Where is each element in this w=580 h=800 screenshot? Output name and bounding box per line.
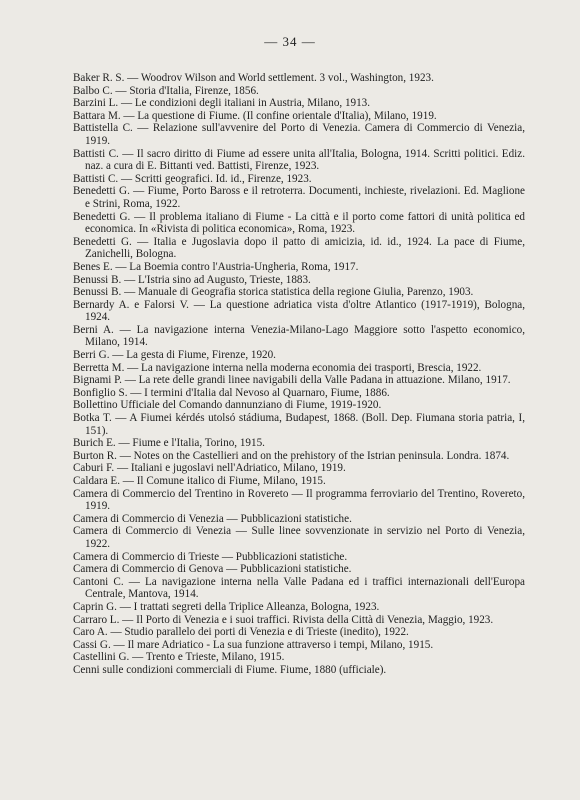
- bibliography-entry: Cantoni C. — La navigazione interna nella Valle Padana ed i traffici internazionali dell'Europa Centrale, Mantova, 1914.: [73, 575, 525, 601]
- bibliography-entry: Benes E. — La Boemia contro l'Austria-Ungheria, Roma, 1917.: [73, 260, 359, 273]
- bibliography-entry: Camera di Commercio del Trentino in Rovereto — Il programma ferroviario del Trentino, Rovereto, 1919.: [73, 487, 525, 513]
- bibliography-list: [73, 72, 525, 677]
- bibliography-entry: Battara M. — La questione di Fiume. (Il confine orientale d'Italia), Milano, 1919.: [73, 109, 437, 122]
- bibliography-entry: Carraro L. — Il Porto di Venezia e i suoi traffici. Rivista della Città di Venezia, Maggio, 1923.: [73, 613, 494, 626]
- bibliography-entry: Caprin G. — I trattati segreti della Triplice Alleanza, Bologna, 1923.: [73, 600, 380, 613]
- bibliography-entry: Botka T. — A Fiumei kérdés utolsó stádiuma, Budapest, 1868. (Boll. Dep. Fiumana storia patria, I, 151).: [73, 412, 525, 437]
- bibliography-entry: Battistella C. — Relazione sull'avvenire del Porto di Venezia. Camera di Commercio di Venezia, 1919.: [73, 122, 525, 147]
- bibliography-entry: Castellini G. — Trento e Trieste, Milano, 1915.: [73, 651, 285, 664]
- bibliography-entry: Cenni sulle condizioni commerciali di Fiume. Fiume, 1880 (ufficiale).: [73, 663, 387, 676]
- bibliography-entry: Berri G. — La gesta di Fiume, Firenze, 1920.: [73, 349, 276, 362]
- bibliography-entry: Balbo C. — Storia d'Italia, Firenze, 1856.: [73, 84, 259, 97]
- bibliography-entry: Benedetti G. — Il problema italiano di Fiume - La città e il porto come fattori di unità politica ed economica. In «Rivista di politica economica», Roma, 1923.: [73, 210, 525, 236]
- bibliography-entry: Caro A. — Studio parallelo dei porti di Venezia e di Trieste (inedito), 1922.: [73, 626, 409, 639]
- bibliography-entry: Camera di Commercio di Venezia — Sulle linee sovvenzionate in servizio nel Porto di Venezia, 1922.: [73, 525, 525, 550]
- bibliography-entry: Benussi B. — Manuale di Geografia storica statistica della regione Giulia, Parenzo, 1903.: [73, 286, 474, 299]
- bibliography-entry: Benedetti G. — Italia e Jugoslavia dopo il patto di amicizia, id. id., 1924. La pace di Fiume, Zanichelli, Bologna.: [73, 235, 525, 261]
- bibliography-entry: Berni A. — La navigazione interna Venezia-Milano-Lago Maggiore sotto l'aspetto economico, Milano, 1914.: [73, 323, 525, 349]
- bibliography-entry: Camera di Commercio di Genova — Pubblicazioni statistiche.: [73, 563, 352, 576]
- bibliography-entry: Burton R. — Notes on the Castellieri and on the prehistory of the Istrian peninsula. Londra. 1874.: [73, 449, 510, 462]
- bibliography-entry: Caldara E. — Il Comune italico di Fiume, Milano, 1915.: [73, 475, 326, 487]
- bibliography-entry: Benedetti G. — Fiume, Porto Baross e il retroterra. Documenti, inchieste, rivelazioni. Ed. Maglione e Strini, Roma, 1922.: [73, 185, 525, 210]
- page-number: — 34 —: [264, 34, 316, 49]
- bibliography-entry: Camera di Commercio di Trieste — Pubblicazioni statistiche.: [73, 550, 348, 563]
- bibliography-entry: Bonfiglio S. — I termini d'Italia dal Nevoso al Quarnaro, Fiume, 1886.: [73, 386, 390, 399]
- bibliography-entry: Bernardy A. e Falorsi V. — La questione adriatica vista d'oltre Atlantico (1917-1919), Bologna, 1924.: [73, 298, 525, 324]
- bibliography-entry: Bollettino Ufficiale del Comando dannunziano di Fiume, 1919-1920.: [73, 399, 382, 412]
- bibliography-entry: Benussi B. — L'Istria sino ad Augusto, Trieste, 1883.: [73, 273, 311, 286]
- bibliography-entry: Berretta M. — La navigazione interna nella moderna economia dei trasporti, Brescia, 1922.: [73, 361, 482, 374]
- bibliography-entry: Camera di Commercio di Venezia — Pubblicazioni statistiche.: [73, 512, 352, 525]
- bibliography-entry: Battisti C. — Il sacro diritto di Fiume ad essere unita all'Italia, Bologna, 1914. Scritti politici. Ediz. naz. a cura di E. Bittanti ved. Battisti, Firenze, 1923.: [73, 147, 525, 173]
- bibliography-entry: Cassi G. — Il mare Adriatico - La sua funzione attraverso i tempi, Milano, 1915.: [73, 638, 434, 651]
- bibliography-entry: Baker R. S. — Woodrov Wilson and World settlement. 3 vol., Washington, 1923.: [73, 72, 434, 84]
- bibliography-entry: Battisti C. — Scritti geografici. Id. id., Firenze, 1923.: [73, 172, 312, 185]
- bibliography-entry: Caburi F. — Italiani e jugoslavi nell'Adriatico, Milano, 1919.: [73, 462, 346, 475]
- bibliography-entry: Bignami P. — La rete delle grandi linee navigabili della Valle Padana in attuazione. Milano, 1917.: [73, 374, 511, 387]
- bibliography-entry: Burich E. — Fiume e l'Italia, Torino, 1915.: [73, 437, 265, 450]
- bibliography-entry: Barzini L. — Le condizioni degli italiani in Austria, Milano, 1913.: [73, 97, 371, 110]
